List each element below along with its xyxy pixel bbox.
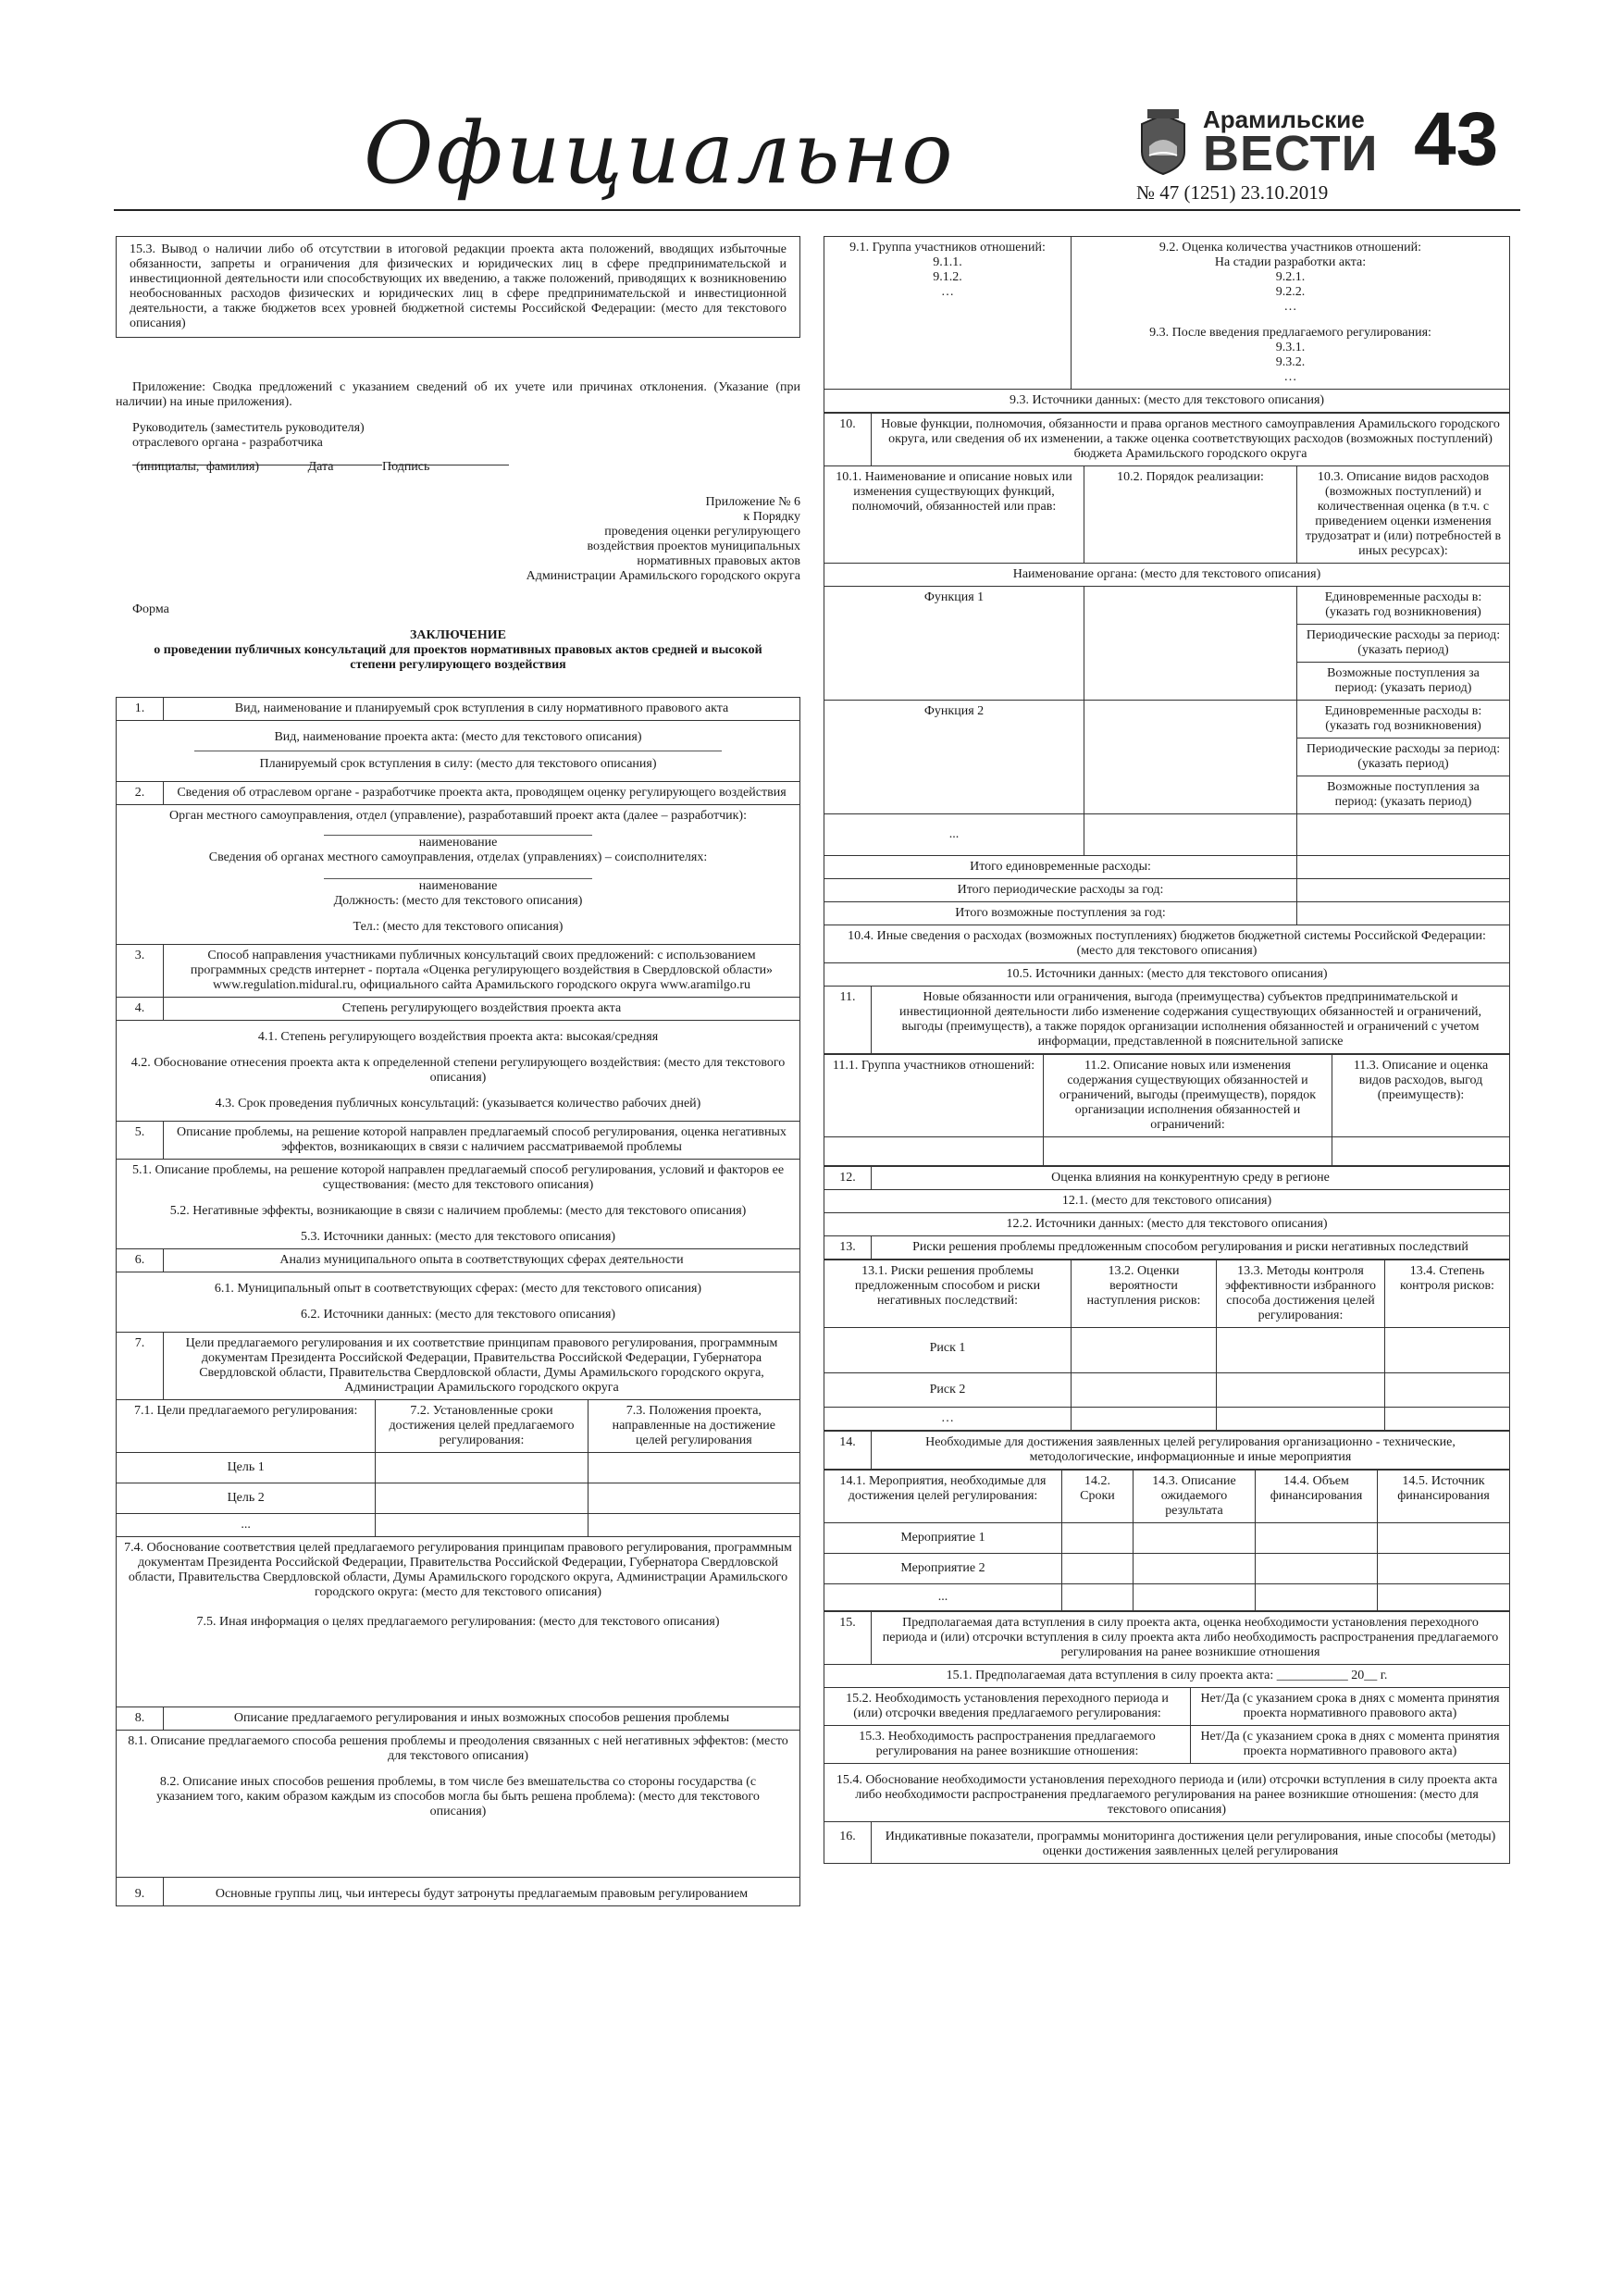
table-row xyxy=(117,1160,800,1249)
cell xyxy=(588,1453,799,1483)
row-title: Предполагаемая дата вступления в силу проекта акта, оценка необходимости установления переходного периода и (или) отсрочки вступления в силу проекта акта либо необходимость распространения предлагаемого регулирования на ранее возникшие отношения xyxy=(872,1612,1510,1665)
row-body xyxy=(117,1537,800,1707)
field-text: На стадии разработки акта: xyxy=(1214,255,1367,269)
column-header: 14.3. Описание ожидаемого результата xyxy=(1134,1471,1256,1523)
cell xyxy=(1385,1408,1510,1431)
table-row xyxy=(117,698,800,721)
newspaper-logo xyxy=(1136,105,1379,181)
row-title: Необходимые для достижения заявленных целей регулирования организационно - технические, методологические, информационные и иные мероприятия xyxy=(872,1432,1510,1470)
table-row xyxy=(824,1726,1510,1764)
activity-label: Мероприятие 1 xyxy=(824,1523,1062,1554)
cell xyxy=(1044,1137,1332,1166)
cell xyxy=(1256,1584,1378,1611)
list-item: 9.1.2. xyxy=(933,270,962,284)
page-header xyxy=(114,93,1520,211)
row-title: Описание проблемы, на решение которой направлен предлагаемый способ регулирования, оценка негативных эффектов, возникающих в связи с наличием рассматриваемой проблемы xyxy=(164,1122,800,1160)
table-row xyxy=(117,1878,800,1906)
field-value: Нет/Да (с указанием срока в днях с момента принятия проекта нормативного правового акта) xyxy=(1191,1688,1510,1726)
cell xyxy=(1084,701,1297,814)
field-text: 9.3. После введения предлагаемого регулирования: xyxy=(1149,326,1431,340)
expense-type: Периодические расходы за период: (указать период) xyxy=(1297,625,1510,663)
section-15-3: 15.3. Вывод о наличии либо об отсутствии в итоговой редакции проекта акта положений, вводящих избыточные обязанности, запреты и ограничения для физических и юридических лиц в сфере предпринимательской и инвестиционной деятельности или способствующих их введению, а также положений, приводящих к возникновению необоснованных расходов физических и юридических лиц в сфере предпринимательской и инвестиционной деятельности, а также бюджетов всех уровней бюджетной системы Российской Федерации: (место для текстового описания) xyxy=(116,236,800,338)
left-column xyxy=(116,236,800,1906)
annex-line: воздействия проектов муниципальных xyxy=(587,540,800,553)
table-row xyxy=(824,1688,1510,1726)
row-title: Степень регулирующего воздействия проекта акта xyxy=(164,998,800,1021)
column-header: 7.2. Установленные сроки достижения целей предлагаемого регулирования: xyxy=(376,1400,588,1453)
table-row xyxy=(824,1167,1510,1190)
table-row xyxy=(824,1373,1510,1408)
table-row xyxy=(824,466,1510,564)
row-number: 3. xyxy=(117,945,164,998)
table-15 xyxy=(824,1611,1510,1864)
table-row xyxy=(824,1408,1510,1431)
field-text: 4.2. Обоснование отнесения проекта акта к определенной степени регулирующего воздействия: (место для текстового описания) xyxy=(130,1056,786,1085)
table-row xyxy=(824,963,1510,987)
column-header: 14.5. Источник финансирования xyxy=(1378,1471,1510,1523)
cell xyxy=(376,1483,588,1514)
row-number: 8. xyxy=(117,1707,164,1731)
field-text: 8.2. Описание иных способов решения проблемы, в том числе без вмешательства со стороны государства (с указанием того, каким образом каждым из способов могла бы быть решена проблема): (место для текстового описания) xyxy=(156,1775,760,1818)
column-header: 13.2. Оценки вероятности наступления рисков: xyxy=(1072,1260,1217,1328)
cell xyxy=(588,1514,799,1537)
doc-subtitle: о проведении публичных консультаций для проектов нормативных правовых актов средней и высокой степени регулирующего воздействия xyxy=(154,643,762,672)
cell xyxy=(1072,1328,1217,1373)
cell xyxy=(1062,1554,1134,1584)
annex-line: проведения оценки регулирующего xyxy=(604,525,800,539)
field-text: 6.1. Муниципальный опыт в соответствующих сферах: (место для текстового описания) xyxy=(214,1282,702,1296)
cell xyxy=(376,1453,588,1483)
table-row xyxy=(117,998,800,1021)
row-number: 6. xyxy=(117,1249,164,1272)
table-row xyxy=(824,1432,1510,1470)
row-title: Новые функции, полномочия, обязанности и права органов местного самоуправления Арамильского городского округа, или сведения об их изменении, а также оценка соответствующих расходов (возможных поступлений) бюджета Арамильского городского округа xyxy=(872,414,1510,466)
table-row xyxy=(824,856,1510,879)
row-title: Анализ муниципального опыта в соответствующих сферах деятельности xyxy=(164,1249,800,1272)
list-item: 9.3.2. xyxy=(1275,355,1306,369)
cell xyxy=(1134,1523,1256,1554)
field-text: 9.1. Группа участников отношений: xyxy=(849,241,1046,254)
column-header: 11.2. Описание новых или изменения содержания существующих обязанностей и ограничений, выгоды (преимуществ), порядок организации исполнения обязанностей и ограничений: xyxy=(1044,1055,1332,1137)
column-header: 7.3. Положения проекта, направленные на достижение целей регулирования xyxy=(588,1400,799,1453)
form-label: Форма xyxy=(132,602,169,616)
row-number: 16. xyxy=(824,1822,872,1864)
table-row xyxy=(824,587,1510,625)
list-item: … xyxy=(1283,300,1297,314)
table-13 xyxy=(824,1260,1510,1431)
column-header: 13.4. Степень контроля рисков: xyxy=(1385,1260,1510,1328)
table-row xyxy=(824,1471,1510,1523)
cell xyxy=(1084,587,1297,701)
cell xyxy=(1072,237,1510,390)
row-body: 15.1. Предполагаемая дата вступления в силу проекта акта: ___________ 20__ г. xyxy=(824,1665,1510,1688)
row-body xyxy=(117,1160,800,1249)
column-header: 10.2. Порядок реализации: xyxy=(1084,466,1297,564)
row-body xyxy=(117,1272,800,1333)
list-item: … xyxy=(1283,370,1297,384)
field-text: Вид, наименование проекта акта: (место для текстового описания) xyxy=(274,730,642,744)
section-title: Официально xyxy=(364,104,956,203)
row-number: 1. xyxy=(117,698,164,721)
cell xyxy=(1217,1328,1385,1373)
table-row xyxy=(824,701,1510,738)
table-row xyxy=(824,987,1510,1054)
field-text: 7.4. Обоснование соответствия целей предлагаемого регулирования принципам правового регулирования, программным документам Президента Российской Федерации, Правительства Российской Федерации, Губернатора Свердловской области, Правительства Свердловской области, Думы Арамильского городского округа, Администрации Арамильского городского округа: (место для текстового описания) xyxy=(124,1541,792,1599)
page-number: 43 xyxy=(1414,97,1499,181)
cell xyxy=(1378,1584,1510,1611)
function-label: Функция 1 xyxy=(824,587,1084,701)
row-title: Риски решения проблемы предложенным способом регулирования и риски негативных последствий xyxy=(872,1236,1510,1260)
right-column xyxy=(824,236,1510,1864)
table-row xyxy=(117,805,800,945)
row-body: 12.2. Источники данных: (место для текстового описания) xyxy=(824,1213,1510,1236)
cell xyxy=(1385,1373,1510,1408)
table-row xyxy=(824,1236,1510,1260)
appendix-note: Приложение: Сводка предложений с указанием сведений об их учете или причинах отклонения. (Указание (при наличии) на иные приложения). xyxy=(116,380,800,409)
table-row xyxy=(117,1483,800,1514)
field-text: Тел.: (место для текстового описания) xyxy=(353,920,564,934)
cell xyxy=(1297,814,1510,856)
table-row xyxy=(824,902,1510,925)
row-number: 5. xyxy=(117,1122,164,1160)
brand-top: Арамильские xyxy=(1203,105,1365,133)
risk-label: Риск 1 xyxy=(824,1328,1072,1373)
field-text: Сведения об органах местного самоуправления, отделах (управлениях) – соисполнителях: xyxy=(208,850,708,864)
field-caption: наименование xyxy=(418,879,498,893)
table-row xyxy=(117,1453,800,1483)
coat-of-arms-icon xyxy=(1136,109,1190,176)
table-row xyxy=(824,1764,1510,1822)
row-number: 10. xyxy=(824,414,872,466)
table-row xyxy=(824,1260,1510,1328)
row-body: 12.1. (место для текстового описания) xyxy=(824,1190,1510,1213)
row-title: Индикативные показатели, программы мониторинга достижения цели регулирования, иные способы (методы) оценки достижения заявленных целей регулирования xyxy=(872,1822,1510,1864)
header-rule xyxy=(114,209,1520,211)
cell xyxy=(824,1137,1044,1166)
table-row xyxy=(824,1328,1510,1373)
risk-label: Риск 2 xyxy=(824,1373,1072,1408)
row-number: 11. xyxy=(824,987,872,1054)
cell xyxy=(1256,1523,1378,1554)
row-number: 13. xyxy=(824,1236,872,1260)
column-header: 10.1. Наименование и описание новых или изменения существующих функций, полномочий, обязанностей или прав: xyxy=(824,466,1084,564)
list-item: 9.3.1. xyxy=(1275,341,1306,354)
expense-type: Периодические расходы за период: (указать период) xyxy=(1297,738,1510,776)
field-text: 8.1. Описание предлагаемого способа решения проблемы и преодоления связанных с ней негативных эффектов: (место для текстового описания) xyxy=(128,1734,788,1763)
field-caption: наименование xyxy=(418,836,498,850)
goal-label: ... xyxy=(117,1514,376,1537)
row-number: 15. xyxy=(824,1612,872,1665)
doc-title: ЗАКЛЮЧЕНИЕ xyxy=(409,628,507,642)
field-text: Орган местного самоуправления, отдел (управление), разработавший проект акта (далее – разработчик): xyxy=(169,809,747,823)
cell xyxy=(1062,1584,1134,1611)
expense-type: Единовременные расходы в: (указать год возникновения) xyxy=(1297,701,1510,738)
table-12 xyxy=(824,1166,1510,1260)
table-11 xyxy=(824,1054,1510,1166)
cell xyxy=(1072,1408,1217,1431)
annex-line: к Порядку xyxy=(743,510,800,524)
cell xyxy=(1072,1373,1217,1408)
row-title: Цели предлагаемого регулирования и их соответствие принципам правового регулирования, программным документам Президента Российской Федерации, Правительства Российской Федерации, Губернатора Свердловской области, Правительства Свердловской области, Думы Арамильского городского округа, Администрации Арамильского городского округа xyxy=(164,1333,800,1400)
cell xyxy=(588,1483,799,1514)
cell xyxy=(1217,1373,1385,1408)
table-row xyxy=(824,390,1510,413)
head-line-1: Руководитель (заместитель руководителя) xyxy=(132,421,365,435)
total-label: Итого единовременные расходы: xyxy=(824,856,1297,879)
table-row xyxy=(824,1584,1510,1611)
conclusion-table-right-b xyxy=(824,413,1510,1054)
field-text: 7.5. Иная информация о целях предлагаемого регулирования: (место для текстового описания) xyxy=(196,1615,720,1629)
column-header: 10.3. Описание видов расходов (возможных поступлений) и количественная оценка (в т.ч. с приведением оценки изменения трудозатрат и (или) потребностей в иных ресурсах): xyxy=(1297,466,1510,564)
cell xyxy=(1084,814,1297,856)
field-text: Планируемый срок вступления в силу: (место для текстового описания) xyxy=(259,757,657,771)
table-row xyxy=(117,945,800,998)
row-number: 2. xyxy=(117,782,164,805)
row-title: Основные группы лиц, чьи интересы будут затронуты предлагаемым правовым регулированием xyxy=(164,1878,800,1906)
row-body xyxy=(117,805,800,945)
table-row xyxy=(117,721,800,782)
table-row xyxy=(824,1523,1510,1554)
function-label: Функция 2 xyxy=(824,701,1084,814)
row-body xyxy=(117,1021,800,1122)
annex-block xyxy=(116,495,800,584)
field-text: 4.1. Степень регулирующего воздействия проекта акта: высокая/средняя xyxy=(257,1030,659,1044)
conclusion-table-left xyxy=(116,697,800,1906)
cell xyxy=(1385,1328,1510,1373)
column-header: 7.1. Цели предлагаемого регулирования: xyxy=(117,1400,376,1453)
column-header: 14.4. Объем финансирования xyxy=(1256,1471,1378,1523)
brand-main: ВЕСТИ xyxy=(1203,126,1379,181)
table-row xyxy=(824,814,1510,856)
table-row xyxy=(824,1612,1510,1665)
conclusion-table-right-a xyxy=(824,236,1510,413)
cell xyxy=(1134,1554,1256,1584)
column-header: 11.1. Группа участников отношений: xyxy=(824,1055,1044,1137)
table-row xyxy=(117,1122,800,1160)
risk-label: … xyxy=(824,1408,1072,1431)
row-body: 15.4. Обоснование необходимости установления переходного периода и (или) отсрочки вступления в силу проекта акта либо необходимости распространения предлагаемого регулирования на ранее возникшие отношения: (место для текстового описания) xyxy=(824,1764,1510,1822)
column-header: 13.3. Методы контроля эффективности избранного способа достижения целей регулирования: xyxy=(1217,1260,1385,1328)
cell xyxy=(1134,1584,1256,1611)
table-14 xyxy=(824,1431,1510,1470)
field-value: Нет/Да (с указанием срока в днях с момента принятия проекта нормативного правового акта) xyxy=(1191,1726,1510,1764)
head-line-2: отраслевого органа - разработчика xyxy=(132,436,323,450)
sig-date: Дата xyxy=(307,460,334,474)
issue-info: № 47 (1251) 23.10.2019 xyxy=(1136,181,1329,204)
list-item: … xyxy=(941,285,954,299)
row-body xyxy=(117,1731,800,1878)
row-title: Вид, наименование и планируемый срок вступления в силу нормативного правового акта xyxy=(164,698,800,721)
cell xyxy=(376,1514,588,1537)
field-text: 15.2. Необходимость установления переходного периода и (или) отсрочки введения предлагаемого регулирования: xyxy=(824,1688,1191,1726)
expense-type: Единовременные расходы в: (указать год возникновения) xyxy=(1297,587,1510,625)
cell xyxy=(1378,1554,1510,1584)
total-label: Итого возможные поступления за год: xyxy=(824,902,1297,925)
cell xyxy=(1256,1554,1378,1584)
table-row xyxy=(824,1822,1510,1864)
row-number: 12. xyxy=(824,1167,872,1190)
table-row xyxy=(117,1537,800,1707)
row-title: Способ направления участниками публичных консультаций своих предложений: с использованием программных средств интернет - портала «Оценка регулирующего воздействия в Свердловской области» www.regulation.midural.ru, официального сайта Арамильского городского округа www.aramilgo.ru xyxy=(164,945,800,998)
activity-label: Мероприятие 2 xyxy=(824,1554,1062,1584)
table-row xyxy=(824,1213,1510,1236)
annex-line: Администрации Арамильского городского округа xyxy=(526,569,800,583)
table-row xyxy=(117,1333,800,1400)
row-title: Сведения об отраслевом органе - разработчике проекта акта, проводящем оценку регулирующего воздействия xyxy=(164,782,800,805)
table-row xyxy=(117,1707,800,1731)
table-row xyxy=(824,1665,1510,1688)
sig-initials: (инициалы, фамилия) xyxy=(136,460,260,474)
row-title: Новые обязанности или ограничения, выгода (преимущества) субъектов предпринимательской и инвестиционной деятельности либо изменение содержания существующих обязанностей и ограничений, выгоды (преимуществ), а также порядок организации исполнения обязанностей и ограничений с учетом информации, представленной в пояснительной записке xyxy=(872,987,1510,1054)
cell xyxy=(1217,1408,1385,1431)
table-row xyxy=(824,1554,1510,1584)
cell xyxy=(1297,856,1510,879)
row-number: 14. xyxy=(824,1432,872,1470)
table-row xyxy=(117,1400,800,1453)
row-title: Оценка влияния на конкурентную среду в регионе xyxy=(872,1167,1510,1190)
field-text: Должность: (место для текстового описания) xyxy=(333,894,583,908)
cell xyxy=(1378,1523,1510,1554)
total-label: Итого периодические расходы за год: xyxy=(824,879,1297,902)
row-number: 7. xyxy=(117,1333,164,1400)
field-text: 6.2. Источники данных: (место для текстового описания) xyxy=(300,1308,616,1322)
table-14-cols xyxy=(824,1470,1510,1611)
table-row xyxy=(117,1272,800,1333)
row-body xyxy=(117,721,800,782)
cell xyxy=(1297,902,1510,925)
row-body: 10.4. Иные сведения о расходах (возможных поступлениях) бюджетов бюджетной системы Российской Федерации: (место для текстового описания) xyxy=(824,925,1510,963)
row-body: 10.5. Источники данных: (место для текстового описания) xyxy=(824,963,1510,987)
field-text: 5.3. Источники данных: (место для текстового описания) xyxy=(300,1230,616,1244)
column-header: 14.2. Сроки xyxy=(1062,1471,1134,1523)
column-header: 13.1. Риски решения проблемы предложенным способом и риски негативных последствий: xyxy=(824,1260,1072,1328)
sig-sign: Подпись xyxy=(381,460,430,474)
field-text: 4.3. Срок проведения публичных консультаций: (указывается количество рабочих дней) xyxy=(215,1097,701,1111)
table-row xyxy=(117,1249,800,1272)
field-text: 5.2. Негативные эффекты, возникающие в связи с наличием проблемы: (место для текстового описания) xyxy=(169,1204,747,1218)
table-row xyxy=(824,1137,1510,1166)
annex-line: нормативных правовых актов xyxy=(637,554,800,568)
expense-type: Возможные поступления за период: (указать период) xyxy=(1297,776,1510,814)
list-item: 9.2.2. xyxy=(1275,285,1306,299)
table-row xyxy=(117,782,800,805)
column-header: 14.1. Мероприятия, необходимые для достижения целей регулирования: xyxy=(824,1471,1062,1523)
table-row xyxy=(824,414,1510,466)
cell xyxy=(824,237,1072,390)
row-body: Наименование органа: (место для текстового описания) xyxy=(824,564,1510,587)
row-number: 9. xyxy=(117,1878,164,1906)
table-row xyxy=(824,879,1510,902)
row-number: 4. xyxy=(117,998,164,1021)
cell xyxy=(1332,1137,1510,1166)
list-item: 9.1.1. xyxy=(933,255,962,269)
column-header: 11.3. Описание и оценка видов расходов, выгод (преимуществ): xyxy=(1332,1055,1510,1137)
table-row xyxy=(824,1055,1510,1137)
list-item: 9.2.1. xyxy=(1275,270,1306,284)
activity-label: ... xyxy=(824,1584,1062,1611)
table-row xyxy=(824,237,1510,390)
expense-type: Возможные поступления за период: (указать период) xyxy=(1297,663,1510,701)
field-text: 9.2. Оценка количества участников отношений: xyxy=(1158,241,1422,254)
table-row xyxy=(117,1021,800,1122)
table-row xyxy=(117,1514,800,1537)
cell xyxy=(1062,1523,1134,1554)
table-row xyxy=(824,564,1510,587)
function-label: ... xyxy=(824,814,1084,856)
annex-line: Приложение № 6 xyxy=(705,495,800,509)
table-row xyxy=(117,1731,800,1878)
field-text: 15.3. Необходимость распространения предлагаемого регулирования на ранее возникшие отношения: xyxy=(824,1726,1191,1764)
field-text: 5.1. Описание проблемы, на решение которой направлен предлагаемый способ регулирования, условий и факторов ее существования: (место для текстового описания) xyxy=(131,1163,785,1192)
goal-label: Цель 1 xyxy=(117,1453,376,1483)
row-title: Описание предлагаемого регулирования и иных возможных способов решения проблемы xyxy=(164,1707,800,1731)
cell xyxy=(1297,879,1510,902)
table-row xyxy=(824,1190,1510,1213)
table-row xyxy=(824,925,1510,963)
row-body: 9.3. Источники данных: (место для текстового описания) xyxy=(824,390,1510,413)
goal-label: Цель 2 xyxy=(117,1483,376,1514)
